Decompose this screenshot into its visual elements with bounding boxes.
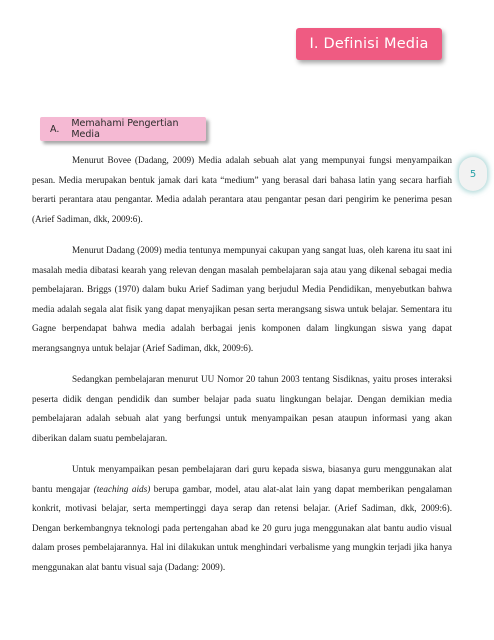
section-number: A. xyxy=(50,123,60,135)
paragraph-4-italic-term: (teaching aids) xyxy=(93,483,151,494)
paragraph-4-text-b: berupa gambar, model, atau alat-alat lain yang dapat memberikan pengalaman konkrit, motivasi belajar, serta mempertinggi daya serap dan retensi belajar. (Arief Sadiman, dkk, 2009:6). Dengan berkembangnya teknologi pada pertengahan abad ke 20 guru juga menggunakan alat bantu audio visual dalam proses pembelajarannya. Hal ini dilakukan untuk menghindari verbalisme yang mungkin terjadi jika hanya menggunakan alat bantu visual saja (Dadang: 2009). xyxy=(32,483,452,572)
chapter-title: I. Definisi Media xyxy=(309,36,429,52)
section-title: Memahami Pengertian Media xyxy=(71,118,179,140)
chapter-title-banner xyxy=(296,28,442,60)
page-number-badge xyxy=(459,157,487,191)
paragraph-1: Menurut Bovee (Dadang, 2009) Media adalah sebuah alat yang mempunyai fungsi menyampaikan pesan. Media merupakan bentuk jamak dari kata “medium” yang berasal dari bahasa latin yang secara harfiah berarti perantara atau pengantar. Media adalah perantara atau pengantar pesan dari pengirim ke penerima pesan (Arief Sadiman, dkk, 2009:6). xyxy=(32,155,452,224)
paragraph-2: Menurut Dadang (2009) media tentunya mempunyai cakupan yang sangat luas, oleh karena itu saat ini masalah media dibatasi kearah yang relevan dengan masalah pembelajaran saja atau yang dikenal sebagai media pembelajaran. Briggs (1970) dalam buku Arief Sadiman yang berjudul Media Pendidikan, menyebutkan bahwa media adalah segala alat fisik yang dapat menyajikan pesan serta merangsang siswa untuk belajar. Sementara itu Gagne berpendapat bahwa media adalah berbagai jenis komponen dalam lingkungan siswa yang dapat merangsangnya untuk belajar (Arief Sadiman, dkk, 2009:6). xyxy=(32,245,452,353)
page-number: 5 xyxy=(469,168,477,180)
body-text xyxy=(32,151,452,577)
paragraph-4 xyxy=(32,460,452,577)
paragraph-3: Sedangkan pembelajaran menurut UU Nomor 20 tahun 2003 tentang Sisdiknas, yaitu proses interaksi peserta didik dengan pendidik dan sumber belajar pada suatu lingkungan belajar. Dengan demikian media pembelajaran adalah sebuah alat yang berfungsi untuk menyampaikan pesan ataupun informasi yang akan diberikan dalam suatu pembelajaran. xyxy=(32,374,452,443)
paragraph-4-text-a: Untuk menyampaikan pesan pembelajaran dari guru kepada siswa, biasanya guru menggunakan alat bantu mengajar xyxy=(32,464,452,494)
section-heading xyxy=(40,117,206,141)
